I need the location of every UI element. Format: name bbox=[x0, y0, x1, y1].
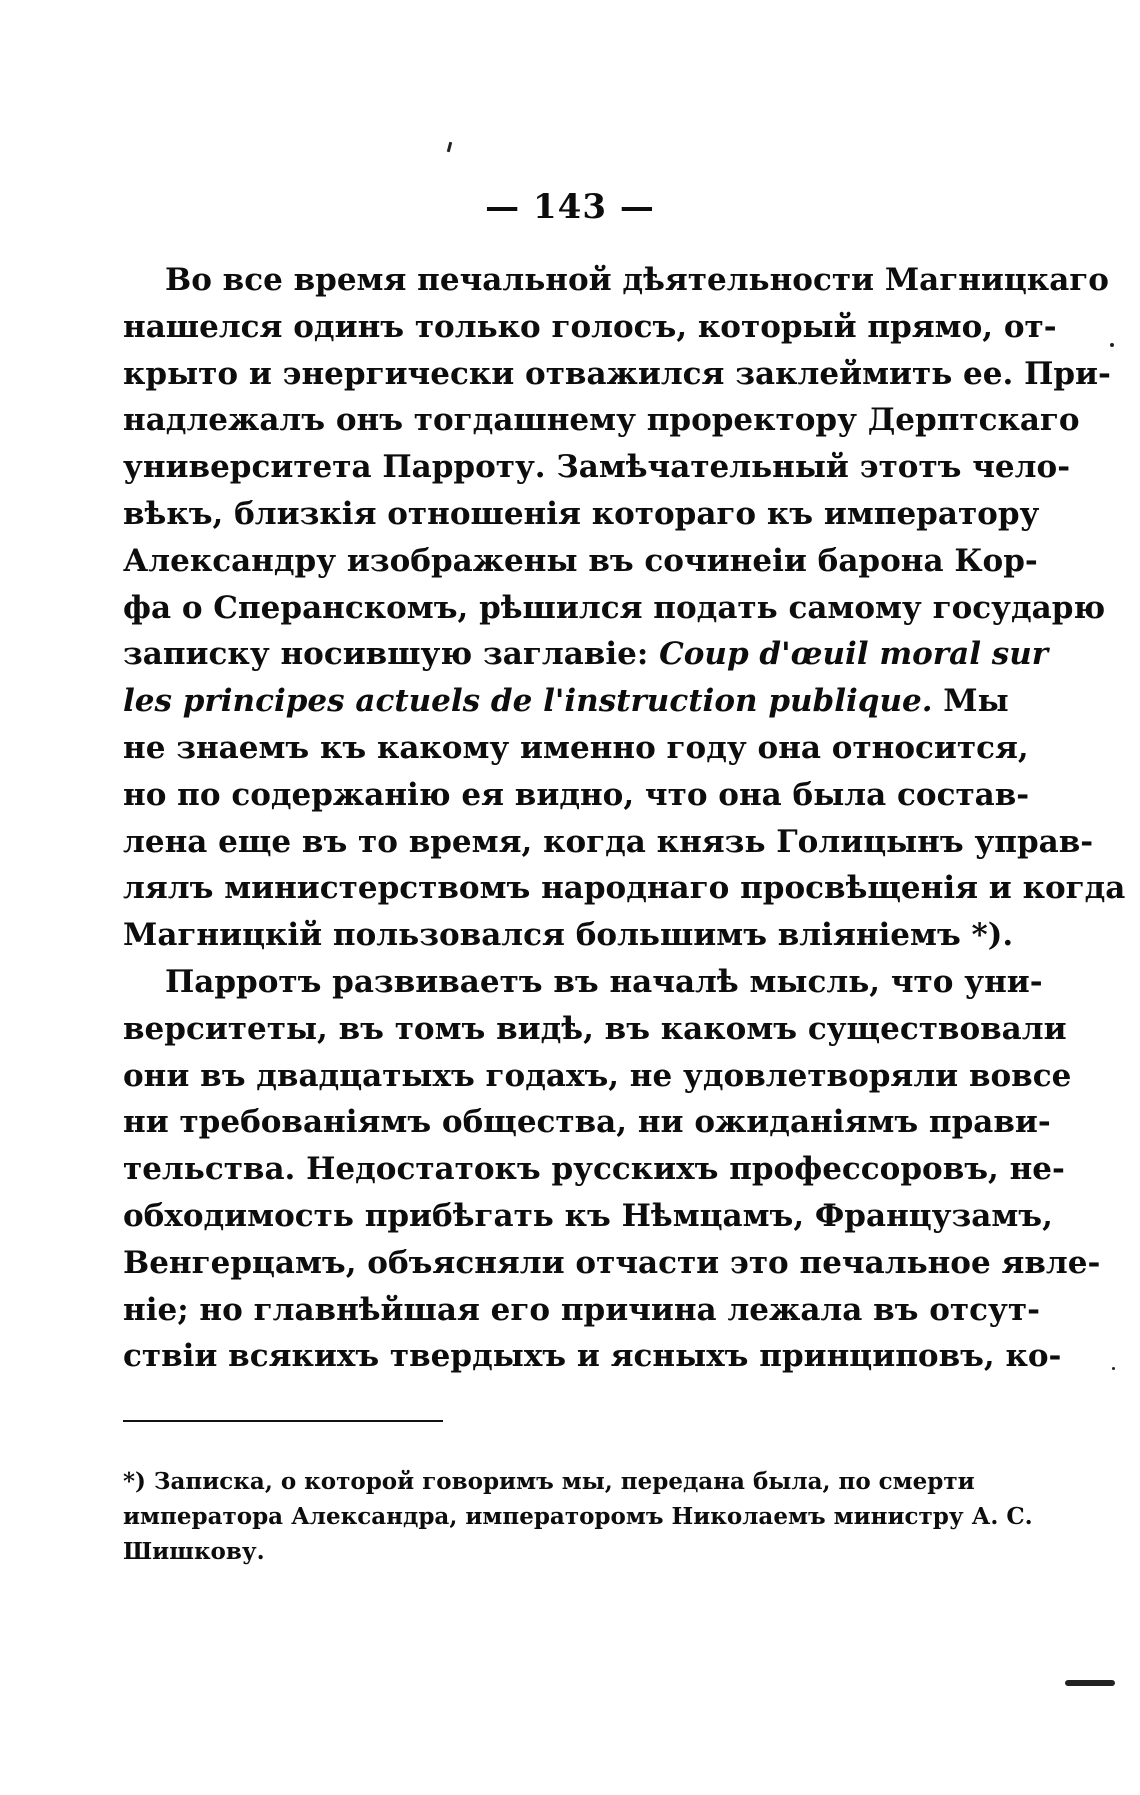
ink-smudge bbox=[1065, 1680, 1115, 1686]
text-line: не знаемъ къ какому именно году она относится, bbox=[123, 729, 1029, 766]
ink-mark bbox=[447, 142, 452, 152]
text-line: нашелся одинъ только голосъ, который прямо, от- bbox=[123, 308, 1057, 345]
text-line: лена еще въ то время, когда князь Голицынъ управ- bbox=[123, 823, 1094, 860]
ink-dot bbox=[1110, 343, 1114, 347]
text-line: Венгерцамъ, объясняли отчасти это печальное явле- bbox=[123, 1244, 1101, 1281]
text-line: университета Парроту. Замѣчательный этотъ чело- bbox=[123, 449, 1071, 486]
text-line: ни требованіямъ общества, ни ожиданіямъ прави- bbox=[123, 1104, 1051, 1141]
text-line: но по содержанію ея видно, что она была состав- bbox=[123, 776, 1030, 813]
text-line: верситеты, въ томъ видѣ, въ какомъ существовали bbox=[123, 1010, 1067, 1047]
ink-dot bbox=[1112, 1367, 1115, 1370]
footnote-line: Шишкову. bbox=[123, 1538, 265, 1565]
text-line: Парротъ развиваетъ въ началѣ мысль, что уни- bbox=[165, 963, 1043, 1000]
text-line: фа о Сперанскомъ, рѣшился подать самому государю bbox=[123, 589, 1106, 626]
text-line: тельства. Недостатокъ русскихъ профессоровъ, не- bbox=[123, 1151, 1065, 1188]
text-line: они въ двадцатыхъ годахъ, не удовлетворяли вовсе bbox=[123, 1057, 1072, 1094]
text-line: записку носившую заглавіе: Coup d'œuil moral sur bbox=[123, 636, 1049, 673]
text-line: надлежалъ онъ тогдашнему проректору Дерптскаго bbox=[123, 402, 1080, 439]
text-line: Во все время печальной дѣятельности Магницкаго bbox=[165, 262, 1109, 298]
text-line: ніе; но главнѣйшая его причина лежала въ отсут- bbox=[123, 1291, 1040, 1328]
text-line: Магницкій пользовался большимъ вліяніемъ *). bbox=[123, 917, 1014, 954]
footnote-separator bbox=[123, 1420, 443, 1422]
text-line: обходимость прибѣгать къ Нѣмцамъ, Французамъ, bbox=[123, 1197, 1053, 1234]
page-number: — 143 — bbox=[485, 187, 655, 227]
text-line: крыто и энергически отважился заклеймить ее. При- bbox=[123, 355, 1111, 392]
footnote-line: императора Александра, императоромъ Николаемъ министру А. С. bbox=[123, 1503, 1033, 1530]
text-line: вѣкъ, близкія отношенія котораго къ императору bbox=[123, 495, 1040, 532]
text-line: Александру изображены въ сочинеіи барона Кор- bbox=[123, 542, 1038, 579]
text-line: ствіи всякихъ твердыхъ и ясныхъ принциповъ, ко- bbox=[123, 1338, 1062, 1375]
footnote bbox=[123, 1464, 1033, 1569]
text-line: les principes actuels de l'instruction publique. Мы bbox=[123, 683, 1009, 720]
text-line: лялъ министерствомъ народнаго просвѣщенія и когда bbox=[123, 870, 1126, 907]
footnote-line: *) Записка, о которой говоримъ мы, передана была, по смерти bbox=[123, 1468, 975, 1495]
body-text bbox=[123, 257, 1126, 1380]
